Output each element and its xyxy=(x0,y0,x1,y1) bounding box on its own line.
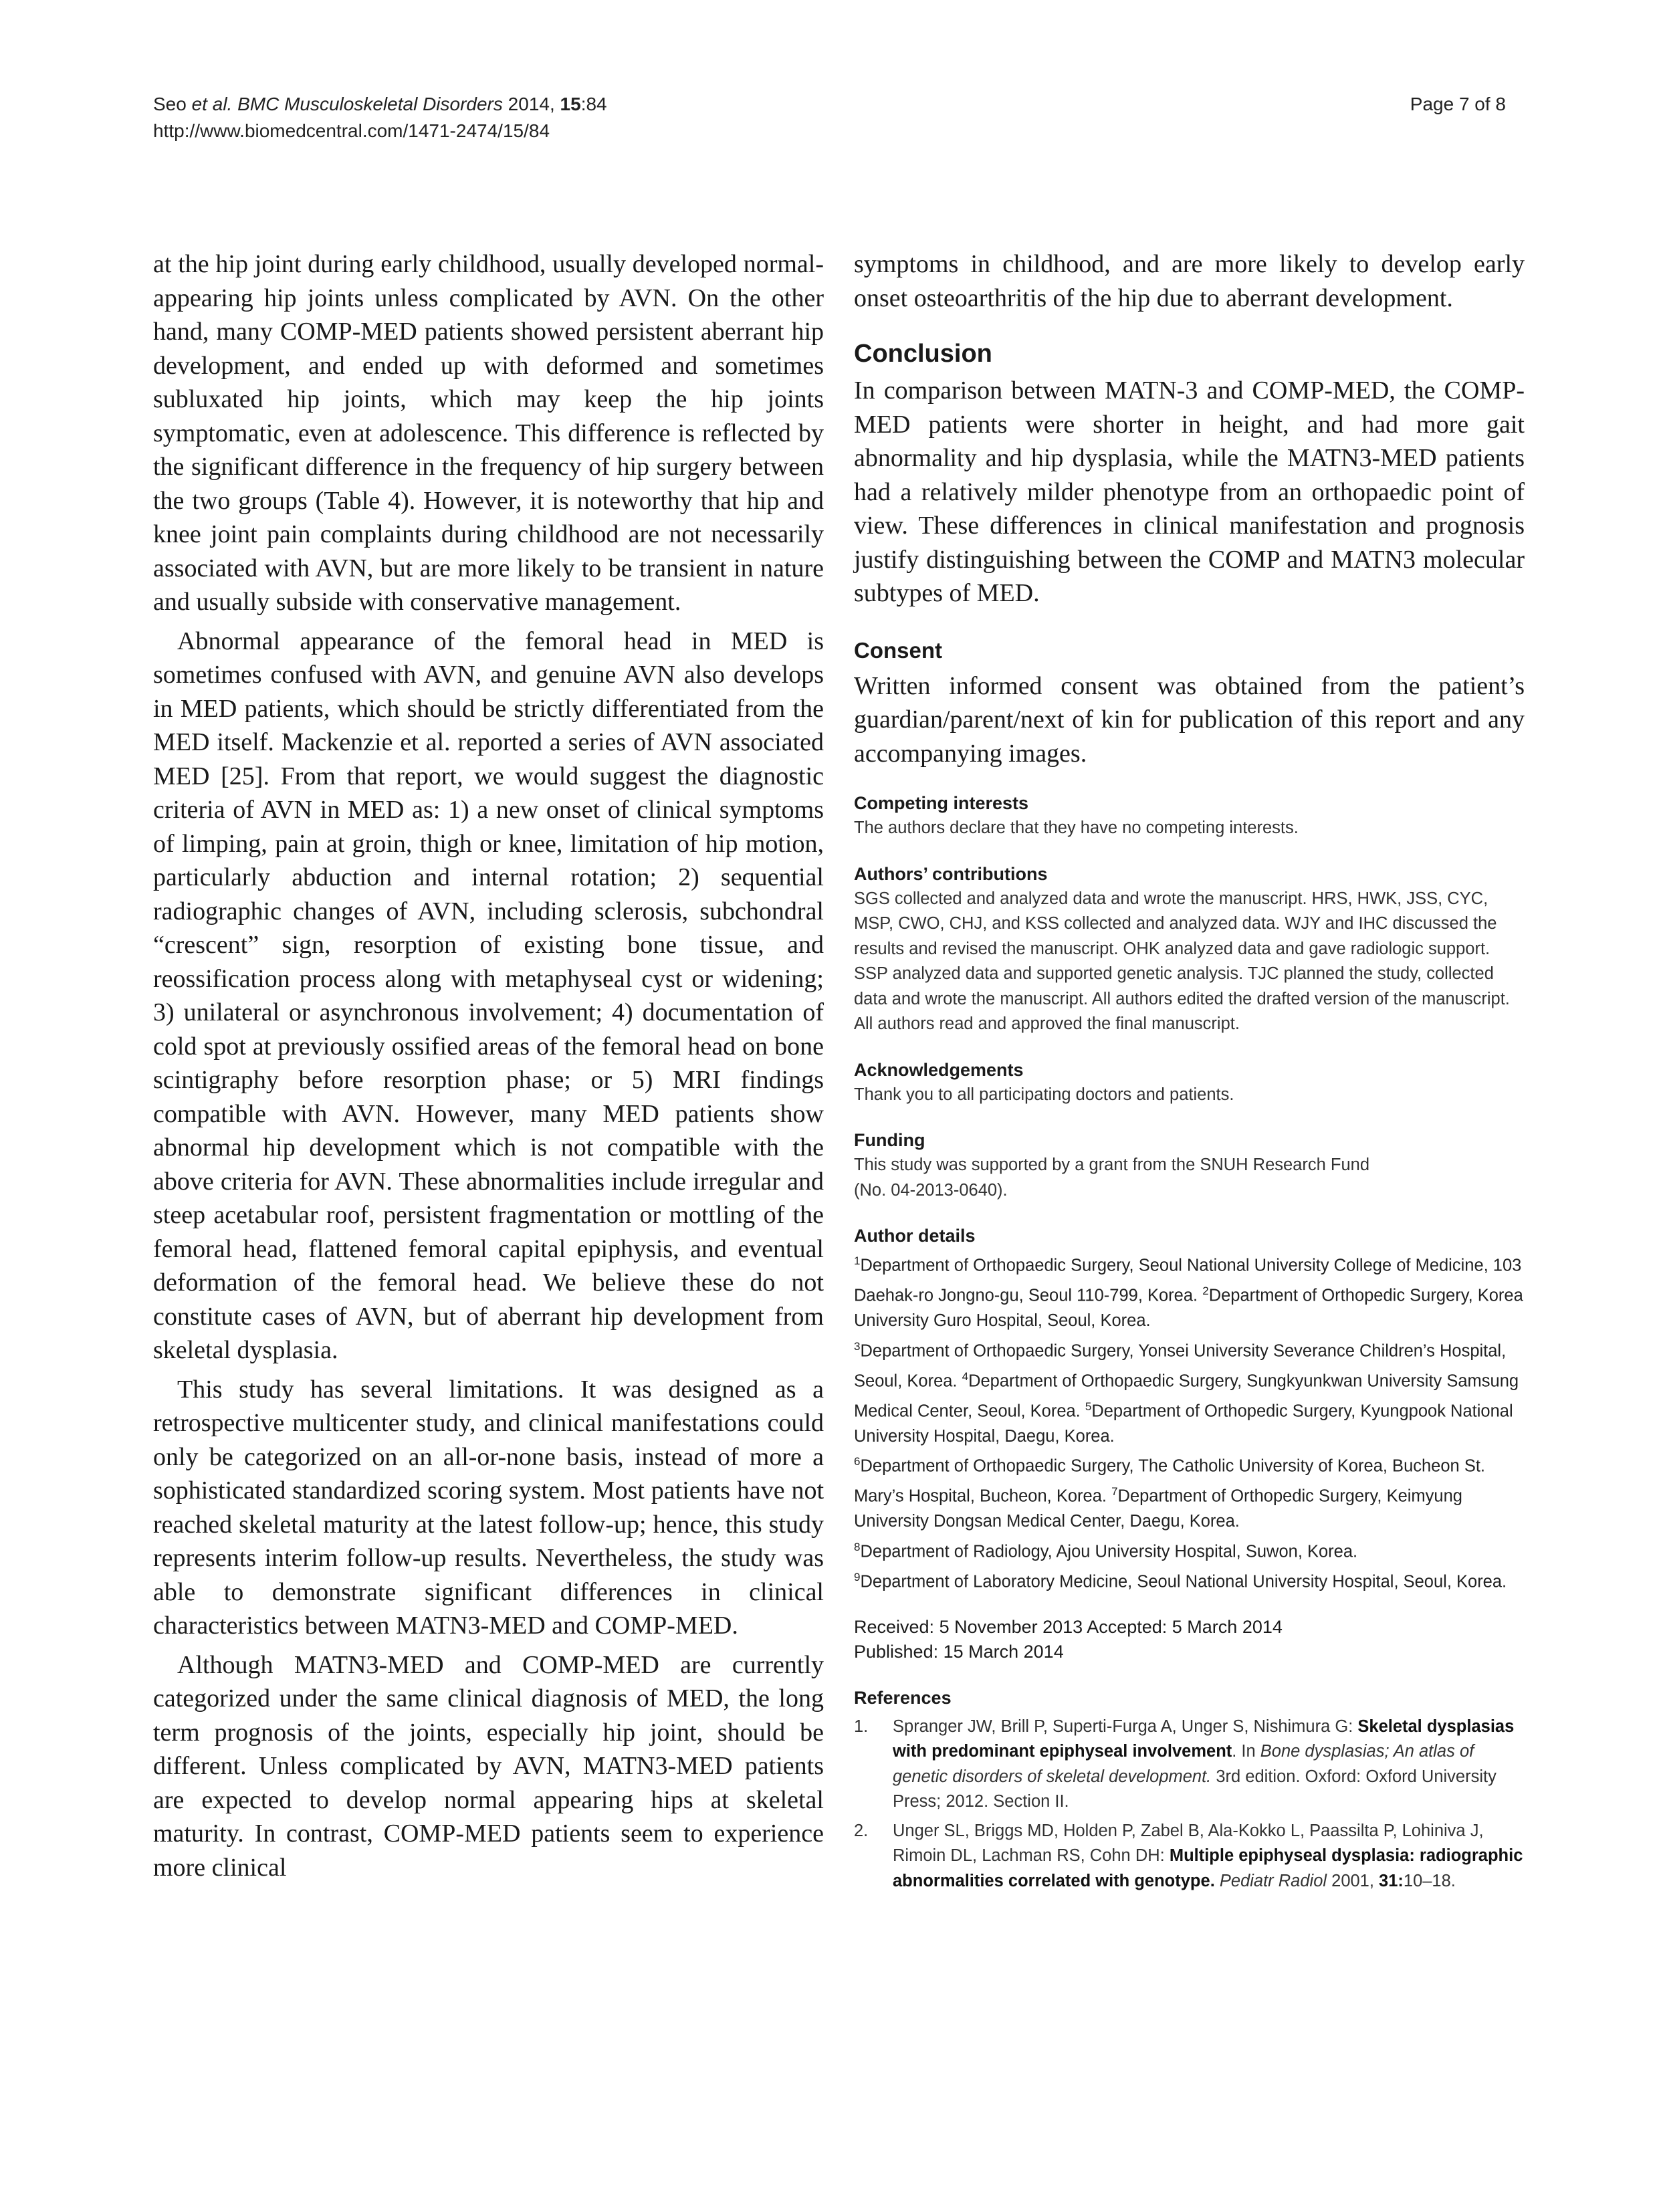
journal-citation: Seo et al. BMC Musculoskeletal Disorders 2014, 15:84 xyxy=(153,94,607,114)
paragraph-prognosis: Although MATN3-MED and COMP-MED are currently categorized under the same clinical diagnosis of MED, the long term prognosis of the joints, especially hip joint, should be different. Unless complicated by AVN, MATN3-MED patients are expected to develop normal appearing hips at skeletal maturity. In contrast, COMP-MED patients seem to experience more clinical xyxy=(153,1650,824,1882)
reference-item xyxy=(854,1715,1525,1815)
reference-text: Spranger JW, Brill P, Superti-Furga A, Unger S, Nishimura G: Skeletal dysplasias with predominant epiphyseal involvement. In Bone dysplasias; An atlas of genetic disorders of skeletal development. 3rd edition. Oxford: Oxford University Press; 2012. Section II. xyxy=(893,1717,1515,1811)
paragraph-limitations: This study has several limitations. It was designed as a retrospective multicenter study, and clinical manifestations could only be categorized on an all-or-none basis, instead of more a sophisticated standardized scoring system. Most patients have not reached skeletal maturity at the latest follow-up; hence, this study represents interim follow-up results. Nevertheless, the study was able to demonstrate significant differences in clinical characteristics between MATN3-MED and COMP-MED. xyxy=(153,1375,824,1640)
funding-text: This study was supported by a grant from the SNUH Research Fund (No. 04-2013-0640). xyxy=(854,1155,1370,1200)
left-column xyxy=(153,247,824,1884)
paragraph-avn-criteria: Abnormal appearance of the femoral head in MED is sometimes confused with AVN, and genuine AVN also develops in MED patients, which should be strictly differentiated from the MED itself. Mackenzie et al. reported a series of AVN associated MED [25]. From that report, we would suggest the diagnostic criteria of AVN in MED as: 1) a new onset of clinical symptoms of limping, pain at groin, thigh or knee, limitation of hip motion, particularly abduction and internal rotation; 2) sequential radiographic changes of AVN, including sclerosis, subchondral “crescent” sign, resorption of existing bone tissue, and reossification process along with metaphyseal cyst or widening; 3) unilateral or asynchronous involvement; 4) documentation of cold spot at previously ossified areas of the femoral head on bone scintigraphy before resorption phase; or 5) MRI findings compatible with AVN. However, many MED patients show abnormal hip development which is not compatible with the above criteria for AVN. These abnormalities include irregular and steep acetabular roof, persistent fragmentation or mottling of the femoral head, flattened femoral capital epiphysis, and eventual deformation of the femoral head. We believe these do not constitute cases of AVN, but of aberrant hip development from skeletal dysplasia. xyxy=(153,627,824,1364)
received-accepted-dates: Received: 5 November 2013 Accepted: 5 March 2014 xyxy=(854,1616,1283,1637)
author-details-heading: Author details xyxy=(854,1226,976,1246)
authors-contributions-text: SGS collected and analyzed data and wrote the manuscript. HRS, HWK, JSS, CYC, MSP, CWO, CHJ, and KSS collected and analyzed data. WJY and IHC discussed the results and revised the manuscript. OHK analyzed data and gave radiologic support. SSP analyzed data and supported genetic analysis. TJC planned the study, collected data and wrote the manuscript. All authors edited the drafted version of the manuscript. All authors read and approved the final manuscript. xyxy=(854,889,1510,1033)
consent-heading: Consent xyxy=(854,637,942,663)
competing-interests-heading: Competing interests xyxy=(854,793,1029,813)
paragraph-hip-development: at the hip joint during early childhood, usually developed normal-appearing hip joints unless complicated by AVN. On the other hand, many COMP-MED patients showed persistent aberrant hip development, and ended up with deformed and sometimes subluxated hip joints, which may keep the hip joints symptomatic, even at adolescence. This difference is reflected by the significant difference in the frequency of hip surgery between the two groups (Table 4). However, it is noteworthy that hip and knee joint pain complaints during childhood are not necessarily associated with AVN, but are more likely to be transient in nature and usually subside with conservative management. xyxy=(153,250,824,616)
reference-text: Unger SL, Briggs MD, Holden P, Zabel B, Ala-Kokko L, Paassilta P, Lohiniva J, Rimoin DL, Lachman RS, Cohn DH: Multiple epiphyseal dysplasia: radiographic abnormalities correlated with genotype. Pediatr Radiol 2001, 31:10–18. xyxy=(893,1821,1523,1890)
conclusion-text: In comparison between MATN-3 and COMP-MED, the COMP-MED patients were shorter in height, and had more gait abnormality and hip dysplasia, while the MATN3-MED patients had a relatively milder phenotype from an orthopaedic point of view. These differences in clinical manifestation and prognosis justify distinguishing between the COMP and MATN3 molecular subtypes of MED. xyxy=(854,376,1525,607)
funding-heading: Funding xyxy=(854,1130,925,1150)
paragraph-continuation: symptoms in childhood, and are more likely to develop early onset osteoarthritis of the hip due to aberrant development. xyxy=(854,250,1525,312)
acknowledgements-text: Thank you to all participating doctors and patients. xyxy=(854,1085,1234,1104)
references-heading: References xyxy=(854,1687,952,1708)
running-header xyxy=(153,91,607,144)
reference-item xyxy=(854,1819,1525,1894)
reference-number: 1. xyxy=(854,1717,869,1736)
conclusion-heading: Conclusion xyxy=(854,340,992,368)
published-date: Published: 15 March 2014 xyxy=(854,1642,1064,1662)
authors-contributions-heading: Authors’ contributions xyxy=(854,863,1048,884)
page-number: Page 7 of 8 xyxy=(1410,94,1506,114)
author-affiliations: $^1$Department of Orthopaedic Surgery, Seoul National University College of Medicine, 103 Daehak-ro Jongno-gu, Seoul 110-799, Korea. $^2$Department of Orthopedic Surgery, Korea University Guro Hospital, Seoul, Korea. $^3$Department of Orthopaedic Surgery, Yonsei University Severance Children’s Hospital, Seoul, Korea. $^4$Department of Orthopaedic Surgery, Sungkyunkwan University Samsung Medical Center, Seoul, Korea. $^5$Department of Orthopedic Surgery, Kyungpook National University Hospital, Daegu, Korea. $^6$Department of Orthopaedic Surgery, The Catholic University of Korea, Bucheon St. Mary’s Hospital, Bucheon, Korea. $^7$Department of Orthopedic Surgery, Keimyung University Dongsan Medical Center, Daegu, Korea. $^8$Department of Radiology, Ajou University Hospital, Suwon, Korea. $^9$Department of Laboratory Medicine, Seoul National University Hospital, Seoul, Korea. xyxy=(854,1254,1523,1591)
competing-interests-text: The authors declare that they have no competing interests. xyxy=(854,818,1299,837)
acknowledgements-heading: Acknowledgements xyxy=(854,1059,1024,1080)
right-column xyxy=(854,247,1525,1894)
publication-dates xyxy=(854,1615,1525,1665)
consent-text: Written informed consent was obtained from the patient’s guardian/parent/next of kin for publication of this report and any accompanying images. xyxy=(854,671,1525,768)
reference-number: 2. xyxy=(854,1821,869,1840)
article-url[interactable]: http://www.biomedcentral.com/1471-2474/15/84 xyxy=(153,120,550,141)
